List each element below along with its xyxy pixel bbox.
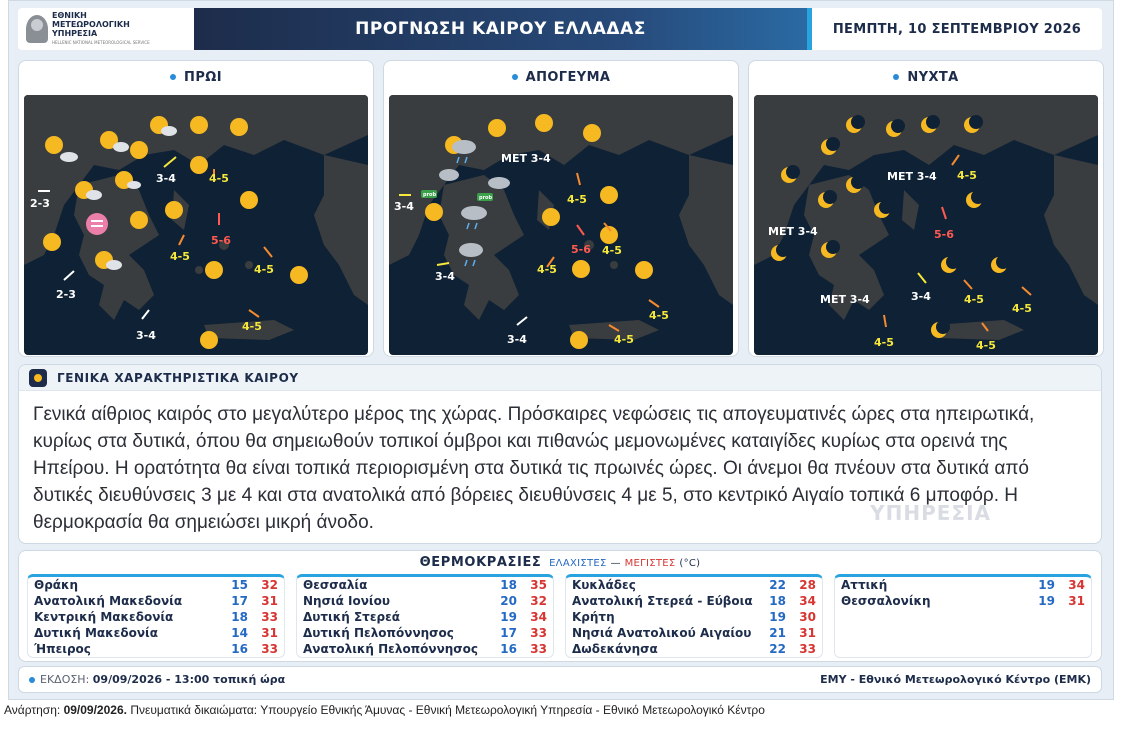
credit-line bbox=[4, 703, 765, 717]
map-afternoon bbox=[389, 95, 733, 355]
table-row: Δυτική Μακεδονία 14 31 bbox=[34, 626, 278, 640]
wind-label: 4-5 bbox=[254, 263, 274, 276]
bullet-icon bbox=[893, 74, 899, 80]
panel-title: ΠΡΩΙ bbox=[184, 69, 222, 85]
table-row: Θράκη 15 32 bbox=[34, 578, 278, 592]
table-row: Δυτική Στερεά 19 34 bbox=[303, 610, 547, 624]
table-row: Ανατολική Μακεδονία 17 31 bbox=[34, 594, 278, 608]
wind-label: 2-3 bbox=[56, 288, 76, 301]
panel-title: ΝΥΧΤΑ bbox=[907, 69, 959, 85]
hnms-logo bbox=[18, 8, 194, 50]
issuing-org: ΕΜΥ - Εθνικό Μετεωρολογικό Κέντρο (ΕΜΚ) bbox=[820, 673, 1091, 686]
watermark: ΥΠΗΡΕΣΙΑ bbox=[870, 501, 991, 525]
bullet-icon bbox=[29, 677, 35, 683]
wind-label: 4-5 bbox=[957, 169, 977, 182]
met-label: ΜΕΤ 3-4 bbox=[768, 225, 818, 238]
wind-label: 3-4 bbox=[156, 172, 176, 185]
wind-label: 4-5 bbox=[567, 193, 587, 206]
table-row: Ήπειρος 16 33 bbox=[34, 642, 278, 656]
temperature-column bbox=[834, 574, 1092, 658]
temperatures-title: ΘΕΡΜΟΚΡΑΣΙΕΣ bbox=[419, 555, 542, 570]
map-morning bbox=[24, 95, 368, 355]
page-title: ΠΡΟΓΝΩΣΗ ΚΑΙΡΟΥ ΕΛΛΑΔΑΣ bbox=[194, 8, 812, 50]
panel-night bbox=[748, 60, 1104, 357]
panel-morning bbox=[18, 60, 374, 357]
wind-label: 3-4 bbox=[435, 270, 455, 283]
greece-map bbox=[24, 95, 368, 355]
wind-label: 4-5 bbox=[649, 309, 669, 322]
wind-label: 4-5 bbox=[209, 172, 229, 185]
wind-label: 5-6 bbox=[211, 234, 231, 247]
prob-label: prob bbox=[423, 192, 437, 198]
wind-label: 3-4 bbox=[394, 200, 414, 213]
met-label: ΜΕΤ 3-4 bbox=[501, 152, 551, 165]
table-row: Θεσσαλία 18 35 bbox=[303, 578, 547, 592]
wind-label: 4-5 bbox=[170, 250, 190, 263]
temperatures-section bbox=[18, 550, 1102, 662]
table-row: Θεσσαλονίκη 19 31 bbox=[841, 594, 1085, 608]
temperature-column bbox=[296, 574, 554, 658]
table-row: Δωδεκάνησα 22 33 bbox=[572, 642, 816, 656]
table-row: Ανατολική Πελοπόννησος 16 33 bbox=[303, 642, 547, 656]
wind-label: 4-5 bbox=[874, 336, 894, 349]
wind-label: 4-5 bbox=[976, 339, 996, 352]
temperature-column bbox=[565, 574, 823, 658]
bullet-icon bbox=[170, 74, 176, 80]
panel-afternoon bbox=[383, 60, 739, 357]
issue-info bbox=[29, 673, 285, 686]
map-night bbox=[754, 95, 1098, 355]
credit-date: 09/09/2026. bbox=[63, 703, 127, 717]
unit-label: (°C) bbox=[679, 558, 701, 569]
greece-map bbox=[754, 95, 1098, 355]
general-conditions bbox=[18, 364, 1102, 544]
credit-text: Πνευματικά δικαιώματα: Υπουργείο Εθνικής Άμυνας - Εθνική Μετεωρολογική Υπηρεσία - Εθνικό Μετεωρολογικό Κέντρο bbox=[130, 703, 765, 717]
table-row: Νησιά Ιονίου 20 32 bbox=[303, 594, 547, 608]
min-legend: ΕΛΑΧΙΣΤΕΣ bbox=[549, 558, 607, 569]
forecast-date: ΠΕΜΠΤΗ, 10 ΣΕΠΤΕΜΒΡΙΟΥ 2026 bbox=[832, 21, 1082, 37]
wind-label: 4-5 bbox=[537, 263, 557, 276]
panel-title: ΑΠΟΓΕΥΜΑ bbox=[525, 69, 611, 85]
emblem-icon bbox=[26, 15, 48, 43]
table-row: Δυτική Πελοπόννησος 17 33 bbox=[303, 626, 547, 640]
temperature-column bbox=[27, 574, 285, 658]
met-label: ΜΕΤ 3-4 bbox=[887, 170, 937, 183]
met-label: ΜΕΤ 3-4 bbox=[820, 293, 870, 306]
bullet-icon bbox=[512, 74, 518, 80]
temperatures-heading bbox=[19, 551, 1101, 570]
general-title: ΓΕΝΙΚΑ ΧΑΡΑΚΤΗΡΙΣΤΙΚΑ ΚΑΙΡΟΥ bbox=[57, 370, 299, 385]
max-legend: ΜΕΓΙΣΤΕΣ bbox=[624, 558, 676, 569]
greece-map bbox=[389, 95, 733, 355]
wind-label: 4-5 bbox=[1012, 302, 1032, 315]
table-row: Κεντρική Μακεδονία 18 33 bbox=[34, 610, 278, 624]
wind-label: 5-6 bbox=[934, 228, 954, 241]
wind-label: 3-4 bbox=[507, 333, 527, 346]
legend-sep: — bbox=[610, 558, 621, 569]
wind-label: 4-5 bbox=[602, 244, 622, 257]
table-row: Κυκλάδες 22 28 bbox=[572, 578, 816, 592]
wind-label: 4-5 bbox=[614, 333, 634, 346]
general-text: Γενικά αίθριος καιρός στο μεγαλύτερο μέρος της χώρας. Πρόσκαιρες νεφώσεις τις απογευματινές ώρες στα ηπειρωτικά, κυρίως στα δυτικά, όπου θα σημειωθούν τοπικοί όμβροι και πιθανώς μεμονωμένες καταιγίδες κυρίως στα ορεινά της Ηπείρου. Η ορατότητα θα είναι τοπικά περιορισμένη στα δυτικά τις πρωινές ώρες. Οι άνεμοι θα πνέουν στα δυτικά από δυτικές διευθύνσεις 3 με 4 και στα ανατολικά από βόρειες διευθύνσεις 4 με 5, στο κεντρικό Αιγαίο τοπικά 6 μποφόρ. Η θερμοκρασία θα σημειώσει μικρή άνοδο. bbox=[33, 404, 1035, 533]
table-row: Αττική 19 34 bbox=[841, 578, 1085, 592]
issue-value: 09/09/2026 - 13:00 τοπική ώρα bbox=[92, 673, 286, 686]
credit-label: Ανάρτηση: bbox=[4, 703, 61, 717]
wind-label: 5-6 bbox=[571, 243, 591, 256]
wind-label: 4-5 bbox=[242, 320, 262, 333]
sun-icon bbox=[29, 369, 47, 387]
header bbox=[18, 8, 1102, 50]
wind-label: 2-3 bbox=[30, 197, 50, 210]
issue-label: ΕΚΔΟΣΗ: bbox=[40, 673, 90, 686]
prob-label: prob bbox=[479, 195, 493, 201]
logo-text: ΕΘΝΙΚΗ ΜΕΤΕΩΡΟΛΟΓΙΚΗ ΥΠΗΡΕΣΙΑ HELLENIC NATIONAL METEOROLOGICAL SERVICE bbox=[52, 11, 150, 45]
table-row: Νησιά Ανατολικού Αιγαίου 21 31 bbox=[572, 626, 816, 640]
table-row: Κρήτη 19 30 bbox=[572, 610, 816, 624]
table-row: Ανατολική Στερεά - Εύβοια 18 34 bbox=[572, 594, 816, 608]
wind-label: 3-4 bbox=[136, 329, 156, 342]
wind-label: 4-5 bbox=[964, 293, 984, 306]
footer bbox=[18, 666, 1102, 693]
wind-label: 3-4 bbox=[911, 290, 931, 303]
